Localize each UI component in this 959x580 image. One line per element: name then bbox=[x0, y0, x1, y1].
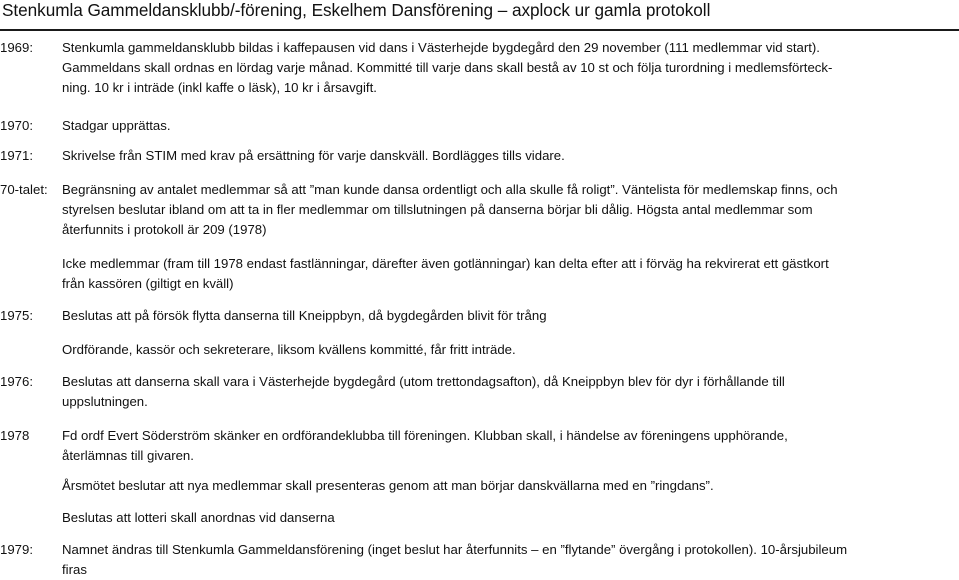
entry-year-label: 1978 bbox=[0, 428, 30, 443]
entry-line: styrelsen beslutar ibland om att ta in fler medlemmar om tillslutningen på danserna börjar bli dålig. Högsta antal medlemmar som bbox=[62, 202, 813, 217]
entry-1978-continued bbox=[62, 508, 954, 528]
entry-70-talet-continued bbox=[62, 254, 954, 294]
entry-line: Beslutas att danserna skall vara i Västerhejde bygdegård (utom trettondagsafton), då Kneippbyn blev för dyr i förhållande till bbox=[62, 374, 785, 389]
entry-line: Icke medlemmar (fram till 1978 endast fastlänningar, därefter även gotlänningar) kan delta efter att i förväg ha rekvirerat ett gästkort bbox=[62, 256, 829, 271]
entry-text bbox=[62, 372, 954, 412]
entry-text bbox=[62, 540, 954, 580]
entry-line: Stenkumla gammeldansklubb bildas i kaffepausen vid dans i Västerhejde bygdegård den 29 november (111 medlemmar vid start). bbox=[62, 40, 820, 55]
entry-line: firas bbox=[62, 562, 87, 577]
entry-text bbox=[62, 426, 954, 466]
entry-line: Beslutas att på försök flytta danserna till Kneippbyn, då bygdegården blivit för trång bbox=[62, 308, 547, 323]
entry-year-label: 1975: bbox=[0, 308, 34, 323]
entry-line: Ordförande, kassör och sekreterare, liksom kvällens kommitté, får fritt inträde. bbox=[62, 342, 516, 357]
entry-line: Begränsning av antalet medlemmar så att ”man kunde dansa ordentligt och alla skulle få roligt”. Väntelista för medlemskap finns, och bbox=[62, 182, 838, 197]
entry-text bbox=[62, 180, 954, 240]
entry-line: återlämnas till givaren. bbox=[62, 448, 194, 463]
entry-line: Beslutas att lotteri skall anordnas vid danserna bbox=[62, 510, 335, 525]
entry-text bbox=[62, 306, 954, 326]
entry-line: Gammeldans skall ordnas en lördag varje månad. Kommitté till varje dans skall bestå av 10 st och följa turordning i medlemsförteck- bbox=[62, 60, 833, 75]
entry-year-label: 1979: bbox=[0, 542, 34, 557]
entry-line: Årsmötet beslutar att nya medlemmar skall presenteras genom att man börjar danskvällarna med en ”ringdans”. bbox=[62, 478, 714, 493]
entry-line: ning. 10 kr i inträde (inkl kaffe o läsk), 10 kr i årsavgift. bbox=[62, 80, 377, 95]
entry-line: Fd ordf Evert Söderström skänker en ordförandeklubba till föreningen. Klubban skall, i händelse av föreningens upphörande, bbox=[62, 428, 788, 443]
entry-text bbox=[62, 116, 954, 136]
entry-year-label: 70-talet: bbox=[0, 182, 48, 197]
entry-year-label: 1976: bbox=[0, 374, 34, 389]
entry-line: från kassören (giltigt en kväll) bbox=[62, 276, 234, 291]
entry-line: Namnet ändras till Stenkumla Gammeldansförening (inget beslut har återfunnits – en ”flytande” övergång i protokollen). 10-årsjubileum bbox=[62, 542, 848, 557]
entry-line: Skrivelse från STIM med krav på ersättning för varje danskväll. Bordlägges tills vidare. bbox=[62, 148, 565, 163]
entry-text bbox=[62, 38, 954, 98]
entry-year-label: 1971: bbox=[0, 148, 34, 163]
page-title: Stenkumla Gammeldansklubb/-förening, Eskelhem Dansförening – axplock ur gamla protokoll bbox=[2, 0, 711, 20]
entry-line: återfunnits i protokoll är 209 (1978) bbox=[62, 222, 267, 237]
entry-1975-continued bbox=[62, 340, 954, 360]
title-underline bbox=[0, 29, 959, 31]
entry-year-label: 1970: bbox=[0, 118, 34, 133]
entry-text bbox=[62, 146, 954, 166]
entry-line: Stadgar upprättas. bbox=[62, 118, 171, 133]
entry-year-label: 1969: bbox=[0, 40, 34, 55]
entry-line: uppslutningen. bbox=[62, 394, 148, 409]
entry-1978-continued bbox=[62, 476, 954, 496]
